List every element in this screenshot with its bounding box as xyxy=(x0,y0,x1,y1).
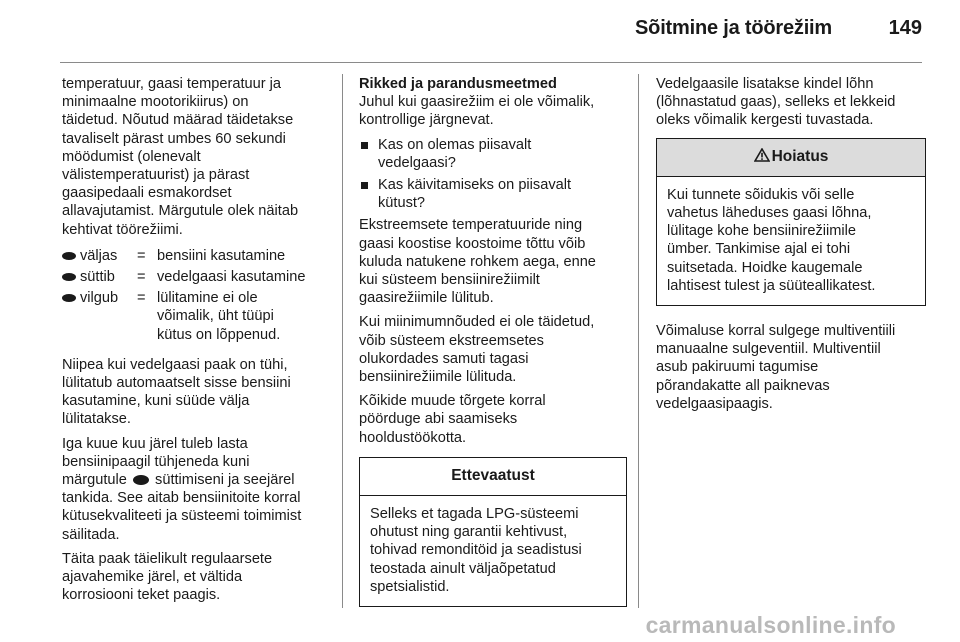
paragraph xyxy=(62,356,332,429)
text-line: kui süsteem bensiinirežiimilt xyxy=(359,272,540,289)
bullet-item xyxy=(359,176,627,212)
text-line: vahetus läheduses gaasi lõhna, xyxy=(667,205,872,222)
equals-sign: = xyxy=(137,247,146,264)
text-line: võib süsteem ekstreemsetes xyxy=(359,332,544,349)
text-line: võimalik, üht tüüpi xyxy=(157,308,274,325)
bullet-icon xyxy=(361,142,368,149)
text-line: välistemperatuurist) ja pärast xyxy=(62,167,250,184)
lpg-indicator-icon xyxy=(62,273,76,281)
text-line: kütusekvaliteeti ja süsteemi toimimist xyxy=(62,508,302,525)
definition-row xyxy=(62,268,332,286)
page-number: 149 xyxy=(888,17,922,39)
paragraph xyxy=(359,216,627,307)
definition-value xyxy=(157,289,332,344)
text-line: tankida. See aitab bensiinitoite korral xyxy=(62,490,301,507)
text-line: bensiini kasutamine xyxy=(157,247,286,264)
text-line: suitsetada. Hoidke kaugemale xyxy=(667,259,863,276)
text-line: Võimaluse korral sulgege multiventiili xyxy=(656,323,896,340)
page-header xyxy=(0,0,960,62)
section-heading: Rikked ja parandusmeetmed xyxy=(359,76,557,92)
bullet-icon xyxy=(361,182,368,189)
text-line: gaasirežiimile lülitub. xyxy=(359,290,494,307)
caution-box xyxy=(359,457,627,607)
definition-key: väljas xyxy=(80,247,118,264)
text-line: ajavahemike järel, et vältida xyxy=(62,569,243,586)
definition-row xyxy=(62,247,332,265)
bullet-text xyxy=(378,136,531,172)
text-line: olukordades samuti tagasi xyxy=(359,350,529,367)
text-line: lülitatakse. xyxy=(62,411,131,428)
text-line: Vedelgaasile lisatakse kindel lõhn xyxy=(656,76,874,92)
text-line: kasutamine, kuni süüde välja xyxy=(62,393,250,410)
text-line: süttimiseni ja seejärel xyxy=(155,472,295,489)
paragraph xyxy=(656,322,926,413)
text-line: minimaalne mootorikiirus) on xyxy=(62,94,249,111)
warning-triangle-icon xyxy=(754,148,770,162)
warning-header xyxy=(657,139,925,177)
text-line: Selleks et tagada LPG-süsteemi xyxy=(370,506,579,523)
bullet-text xyxy=(378,176,571,212)
text-line: Iga kuue kuu järel tuleb lasta xyxy=(62,435,248,452)
column-3 xyxy=(656,75,926,419)
header-divider xyxy=(60,62,922,63)
text-line: vedelgaasi? xyxy=(378,154,456,171)
text-line: (lõhnastatud gaas), selleks et lekkeid xyxy=(656,94,896,111)
text-line: allavajutamist. Märgutule olek näitab xyxy=(62,203,299,220)
text-line: oleks võimalik kergesti tuvastada. xyxy=(656,112,874,129)
text-line: asub pakiruumi tagumise xyxy=(656,359,819,376)
text-line: Ekstreemsete temperatuuride ning xyxy=(359,217,583,234)
column-1 xyxy=(62,75,332,610)
text-line: kütus on lõppenud. xyxy=(157,326,281,343)
equals-sign: = xyxy=(137,269,146,286)
text-line: hooldustöökotta. xyxy=(359,429,467,446)
caution-body xyxy=(360,496,626,606)
text-line: vedelgaasi kasutamine xyxy=(157,269,306,286)
text-line: manuaalne sulgeventiil. Multiventiil xyxy=(656,341,881,358)
text-line: lahtisest tulest ja süüteallikatest. xyxy=(667,277,876,294)
paragraph xyxy=(62,550,332,605)
text-line: tavaliselt pärast umbes 60 sekundi xyxy=(62,130,286,147)
text-line: lülitage kohe bensiinirežiimile xyxy=(667,223,857,240)
text-line: möödumist (olenevalt xyxy=(62,148,201,165)
text-line: Juhul kui gaasirežiim ei ole võimalik, xyxy=(359,94,595,111)
warning-body xyxy=(657,177,925,305)
lpg-indicator-icon xyxy=(62,252,76,260)
lpg-indicator-icon xyxy=(62,294,76,302)
lpg-indicator-icon xyxy=(133,475,149,485)
text-line: vedelgaasipaagis. xyxy=(656,395,773,412)
text-line: korrosiooni teket paagis. xyxy=(62,587,221,604)
text-line: märgutule xyxy=(62,472,127,489)
text-line: tohivad remonditöid ja seadistusi xyxy=(370,542,582,559)
paragraph xyxy=(656,75,926,130)
text-line: põrandakatte all paiknevas xyxy=(656,377,830,394)
indicator-definition-table xyxy=(62,247,332,344)
text-line: Niipea kui vedelgaasi paak on tühi, xyxy=(62,356,288,373)
caution-title: Ettevaatust xyxy=(360,458,626,496)
text-line: Täita paak täielikult regulaarsete xyxy=(62,550,273,567)
paragraph xyxy=(359,313,627,386)
text-line: Kui tunnete sõidukis või selle xyxy=(667,186,855,203)
text-line: Kõikide muude tõrgete korral xyxy=(359,393,546,410)
text-line: kuluda natukene rohkem aega, enne xyxy=(359,253,596,270)
text-line: gaasi koostise koostoime tõttu võib xyxy=(359,235,586,252)
warning-title: Hoiatus xyxy=(771,147,829,165)
text-line: ümber. Tankimise ajal ei tohi xyxy=(667,241,851,258)
watermark-text: carmanualsonline.info xyxy=(645,612,896,638)
page-title: Sõitmine ja töörežiim xyxy=(635,17,832,39)
definition-key: süttib xyxy=(80,269,115,286)
paragraph xyxy=(359,93,627,129)
bullet-item xyxy=(359,136,627,172)
equals-sign: = xyxy=(137,290,146,307)
text-line: Kui miinimumnõuded ei ole täidetud, xyxy=(359,314,595,331)
text-line: ohutust ning garantii kehtivust, xyxy=(370,524,568,541)
definition-row xyxy=(62,289,332,344)
paragraph xyxy=(359,392,627,447)
text-line: temperatuur, gaasi temperatuur ja xyxy=(62,76,282,92)
text-line: spetsialistid. xyxy=(370,578,450,595)
definition-value xyxy=(157,247,332,265)
text-line: pöörduge abi saamiseks xyxy=(359,411,518,428)
text-line: säilitada. xyxy=(62,526,120,543)
definition-value xyxy=(157,268,332,286)
text-line: bensiinipaagil tühjeneda kuni xyxy=(62,453,250,470)
text-line: teostada ainult väljaõpetatud xyxy=(370,560,556,577)
text-line: Kas käivitamiseks on piisavalt xyxy=(378,177,572,194)
text-line: Kas on olemas piisavalt xyxy=(378,136,532,153)
text-line: kontrollige järgnevat. xyxy=(359,112,494,129)
paragraph xyxy=(62,435,332,544)
text-line: kütust? xyxy=(378,195,426,212)
column-2 xyxy=(359,75,627,607)
text-line: täidetud. Nõutud määrad täidetakse xyxy=(62,112,294,129)
column-divider-right xyxy=(638,74,639,608)
text-line: bensiinirežiimile lülituda. xyxy=(359,369,517,386)
text-line: lülitamine ei ole xyxy=(157,290,258,307)
text-line: kehtivat töörežiimi. xyxy=(62,221,183,238)
intro-paragraph xyxy=(62,75,332,239)
text-line: gaasipedaali esmakordset xyxy=(62,185,232,202)
column-divider-left xyxy=(342,74,343,608)
definition-key: vilgub xyxy=(80,290,119,307)
warning-box xyxy=(656,138,926,306)
text-line: lülitatub automaatselt sisse bensiini xyxy=(62,375,291,392)
